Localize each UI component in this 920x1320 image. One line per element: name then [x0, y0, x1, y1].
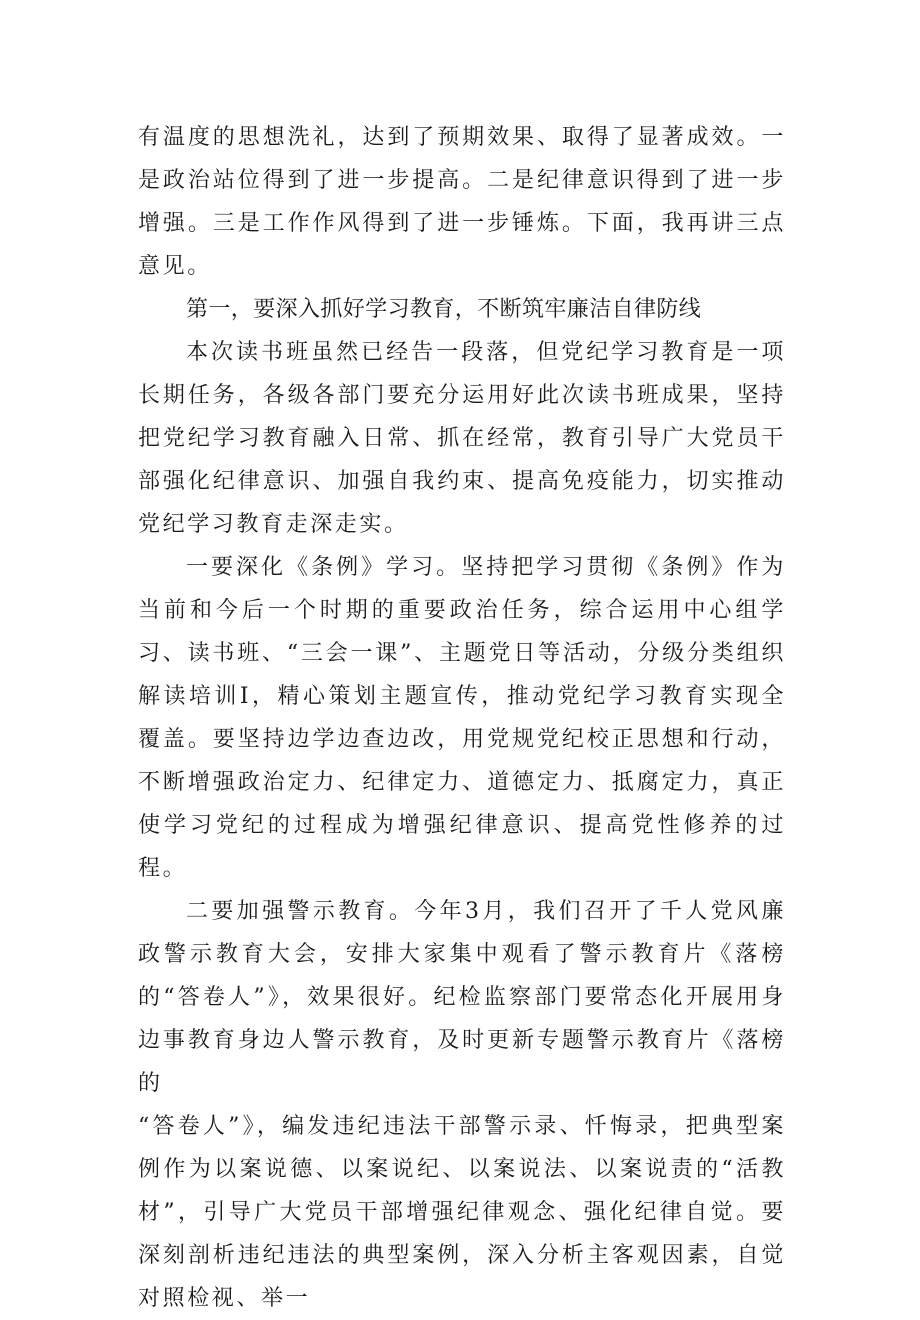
document-body [138, 116, 786, 1320]
paragraph-warning-education-continued: “答卷人”》，编发违纪违法干部警示录、忏悔录，把典型案例作为以案说德、以案说纪、以案说法、以案说责的“活教材”，引导广大党员干部增强纪律观念、强化纪律自觉。要深刻剖析违纪违法的典型案例，深入分析主客观因素，自觉对照检视、举一 [138, 1114, 786, 1311]
paragraph-intro-continuation: 有温度的思想洗礼，达到了预期效果、取得了显著成效。一是政治站位得到了进一步提高。二是纪律意识得到了进一步增强。三是工作作风得到了进一步锤炼。下面，我再讲三点意见。 [138, 125, 786, 279]
paragraph-regulation-study: 一要深化《条例》学习。坚持把学习贯彻《条例》作为当前和今后一个时期的重要政治任务，综合运用中心组学习、读书班、“三会一课”、主题党日等活动，分级分类组织解读培训I，精心策划主题宣传，推动党纪学习教育实现全覆盖。要坚持边学边查边改，用党规党纪校正思想和行动，不断增强政治定力、纪律定力、道德定力、抵腐定力，真正使学习党纪的过程成为增强纪律意识、提高党性修养的过程。 [138, 555, 786, 881]
paragraph-warning-education: 二要加强警示教育。今年3月，我们召开了千人党风廉政警示教育大会，安排大家集中观看了警示教育片《落榜的“答卷人”》，效果很好。纪检监察部门要常态化开展用身边事教育身边人警示教育，及时更新专题警示教育片《落榜的 [138, 899, 786, 1096]
section-heading: 第一，要深入抓好学习教育，不断筑牢廉洁自律防线 [186, 297, 702, 322]
paragraph-overview: 本次读书班虽然已经告一段落，但党纪学习教育是一项长期任务，各级各部门要充分运用好此次读书班成果，坚持把党纪学习教育融入日常、抓在经常，教育引导广大党员干部强化纪律意识、加强自我约束、提高免疫能力，切实推动党纪学习教育走深走实。 [138, 340, 786, 537]
